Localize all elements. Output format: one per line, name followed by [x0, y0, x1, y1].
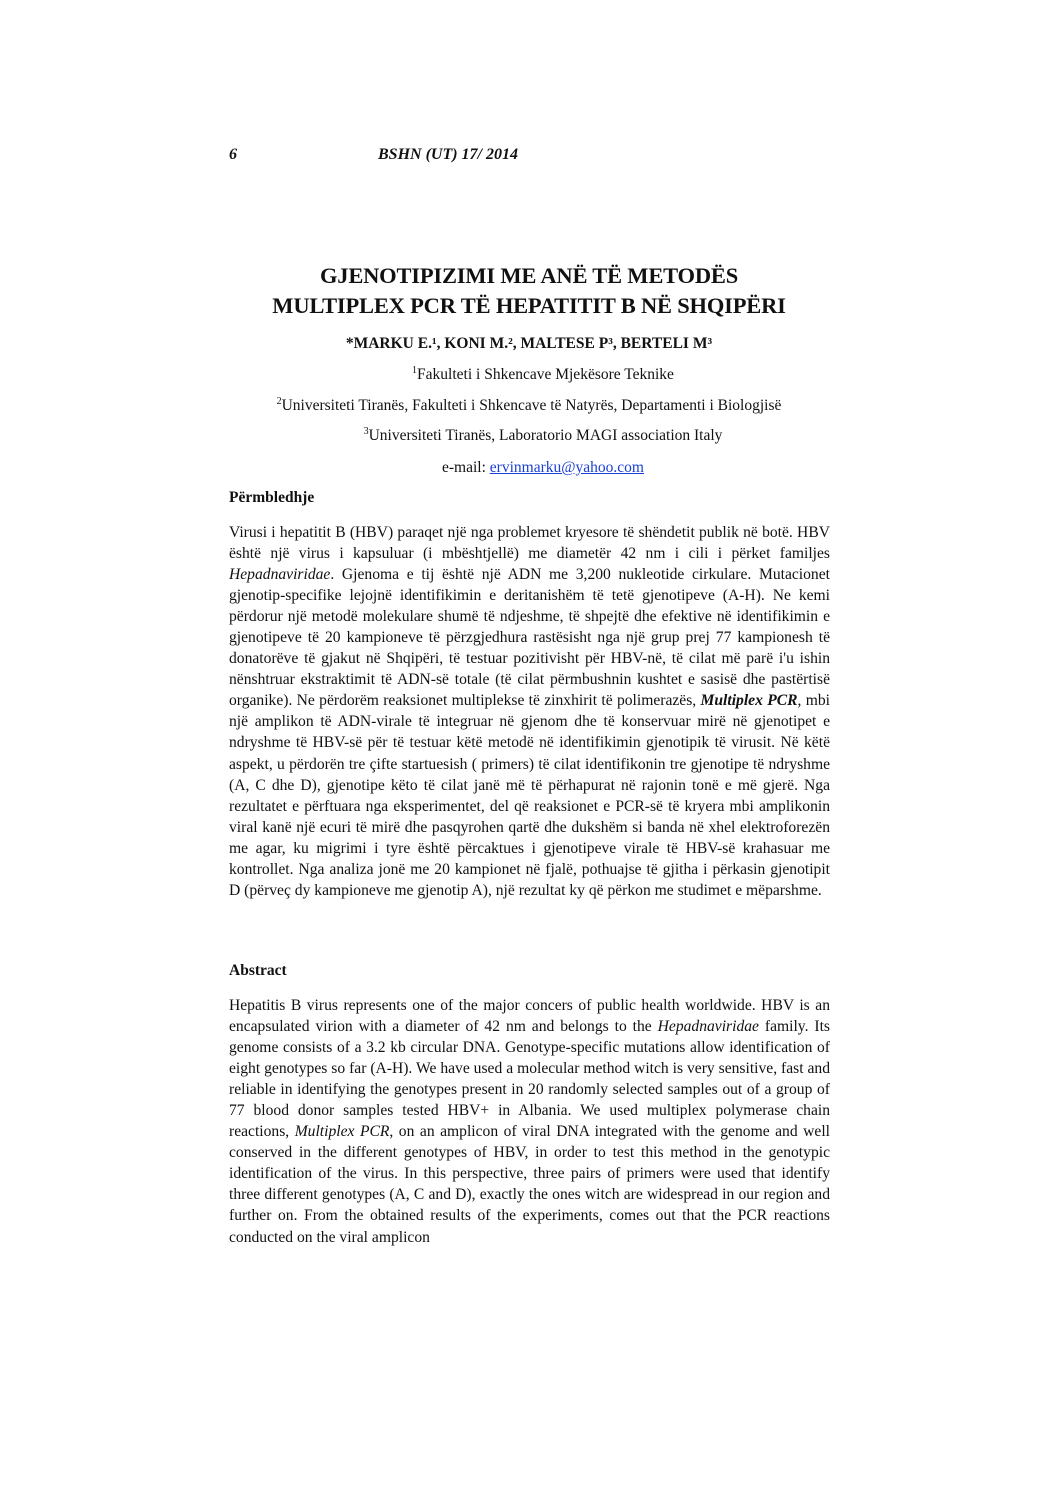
- italic-term: Hepadnaviridae: [657, 1018, 759, 1036]
- journal-citation: BSHN (UT) 17/ 2014: [378, 146, 518, 163]
- title-line-1: GJENOTIPIZIMI ME ANË TË METODËS: [319, 263, 739, 288]
- title-line-2: MULTIPLEX PCR TË HEPATITIT B NË SHQIPËRI: [272, 293, 786, 318]
- affiliation-number: 2: [276, 396, 282, 407]
- affiliation-text: Universiteti Tiranës, Laboratorio MAGI association Italy: [368, 427, 723, 445]
- paper-title: [200, 261, 858, 321]
- italic-term: Multiplex PCR: [700, 692, 798, 710]
- running-header: [229, 146, 829, 170]
- affiliation-1: [214, 365, 872, 384]
- section-heading-abstract: Abstract: [229, 962, 287, 979]
- section-heading-permbledhje: Përmbledhje: [229, 489, 315, 506]
- affiliation-2: [200, 396, 858, 415]
- permbledhje-paragraph: [229, 522, 830, 901]
- author-list: *MARKU E.¹, KONI M.², MALTESE P³, BERTELI M³: [345, 335, 713, 352]
- text-run: family. Its genome consists of a 3.2 kb circular DNA. Genotype-specific mutations allow identification of eight genotypes so far (A-H). We have used a molecular method witch is very sensitive, fast and reliable in identifying the genotypes present in 20 randomly selected samples out of a group of 77 blood donor samples tested HBV+ in Albania. We used multiplex polymerase chain reactions,: [229, 1018, 830, 1141]
- affiliation-number: 3: [363, 426, 369, 437]
- text-run: , mbi një amplikon të ADN-virale të integruar në gjenom dhe të konservuar mirë në gjenotipet e ndryshme të HBV-së për të testuar këtë metodë në identifikimin gjenotipik të virusit. Në këtë aspekt, u përdorën tre çifte startuesish ( primers) të cilat identifikonin tre gjenotipe të ndryshme (A, C dhe D), gjenotipe këto të cilat janë më të përhapurat në rajonin tonë e më gjerë. Nga rezultatet e përftuara nga eksperimentet, del që reaksionet e PCR-së të kryera mbi amplikonin viral kanë një ecuri të mirë dhe pasqyrohen qartë dhe dukshëm si banda në xhel elektroforezën me agar, ku migrimi i tyre është përcaktues i gjenotipeve virale të HBV-së krahasuar me kontrollet. Nga analiza jonë me 20 kampionet në fjalë, pothuajse të gjitha i përkasin gjenotipit D (përveç dy kampioneve me gjenotip A), një rezultat ky që përkon me studimet e mëparshme.: [229, 692, 830, 899]
- italic-term: Hepadnaviridae: [229, 566, 331, 584]
- italic-term: Multiplex PCR: [294, 1123, 390, 1141]
- page-number: 6: [229, 146, 237, 163]
- affiliation-3: [214, 426, 872, 445]
- email-label: e-mail:: [442, 459, 490, 476]
- affiliation-text: Universiteti Tiranës, Fakulteti i Shkencave të Natyrës, Departamenti i Biologjisë: [281, 397, 782, 415]
- affiliation-number: 1: [412, 365, 418, 376]
- affiliation-text: Fakulteti i Shkencave Mjekësore Teknike: [417, 366, 674, 384]
- text-run: Virusi i hepatitit B (HBV) paraqet një nga problemet kryesore të shëndetit publik në botë. HBV është një virus i kapsuluar (i mbështjellë) me diametër 42 nm i cili i përket familjes: [229, 524, 830, 563]
- text-run: . Gjenoma e tij është një ADN me 3,200 nukleotide cirkulare. Mutacionet gjenotip-specifike lejojnë identifikimin e deritanishëm të tetë gjenotipeve (A-H). Ne kemi përdorur një metodë molekulare shumë të ndjeshme, të shpejtë dhe efektive në identifikimin e gjenotipeve të 20 kampioneve të përzgjedhura rastësisht nga një grup prej 77 kampionesh të donatorëve të gjakut në Shqipëri, të testuar pozitivisht për HBV-në, të cilat më parë i'u ishin nënshtruar ekstraktimit të ADN-së totale (të cilat përmbushnin kushtet e sasisë dhe pastërtisë organike). Ne përdorëm reaksionet multiplekse të zinxhirit të polimerazës,: [229, 566, 830, 710]
- text-run: Hepatitis B virus represents one of the major concers of public health worldwide. HBV is an encapsulated virion with a diameter of 42 nm and belongs to the: [229, 997, 830, 1036]
- contact-email: [214, 459, 872, 477]
- text-run: , on an amplicon of viral DNA integrated with the genome and well conserved in the different genotypes of HBV, in order to test this method in the genotypic identification of the virus. In this perspective, three pairs of primers were used that identify three different genotypes (A, C and D), exactly the ones witch are widespread in our region and further on. From the obtained results of the experiments, comes out that the PCR reactions conducted on the viral amplicon: [229, 1123, 830, 1246]
- abstract-paragraph: [229, 995, 830, 1248]
- email-link[interactable]: ervinmarku@yahoo.com: [489, 459, 644, 476]
